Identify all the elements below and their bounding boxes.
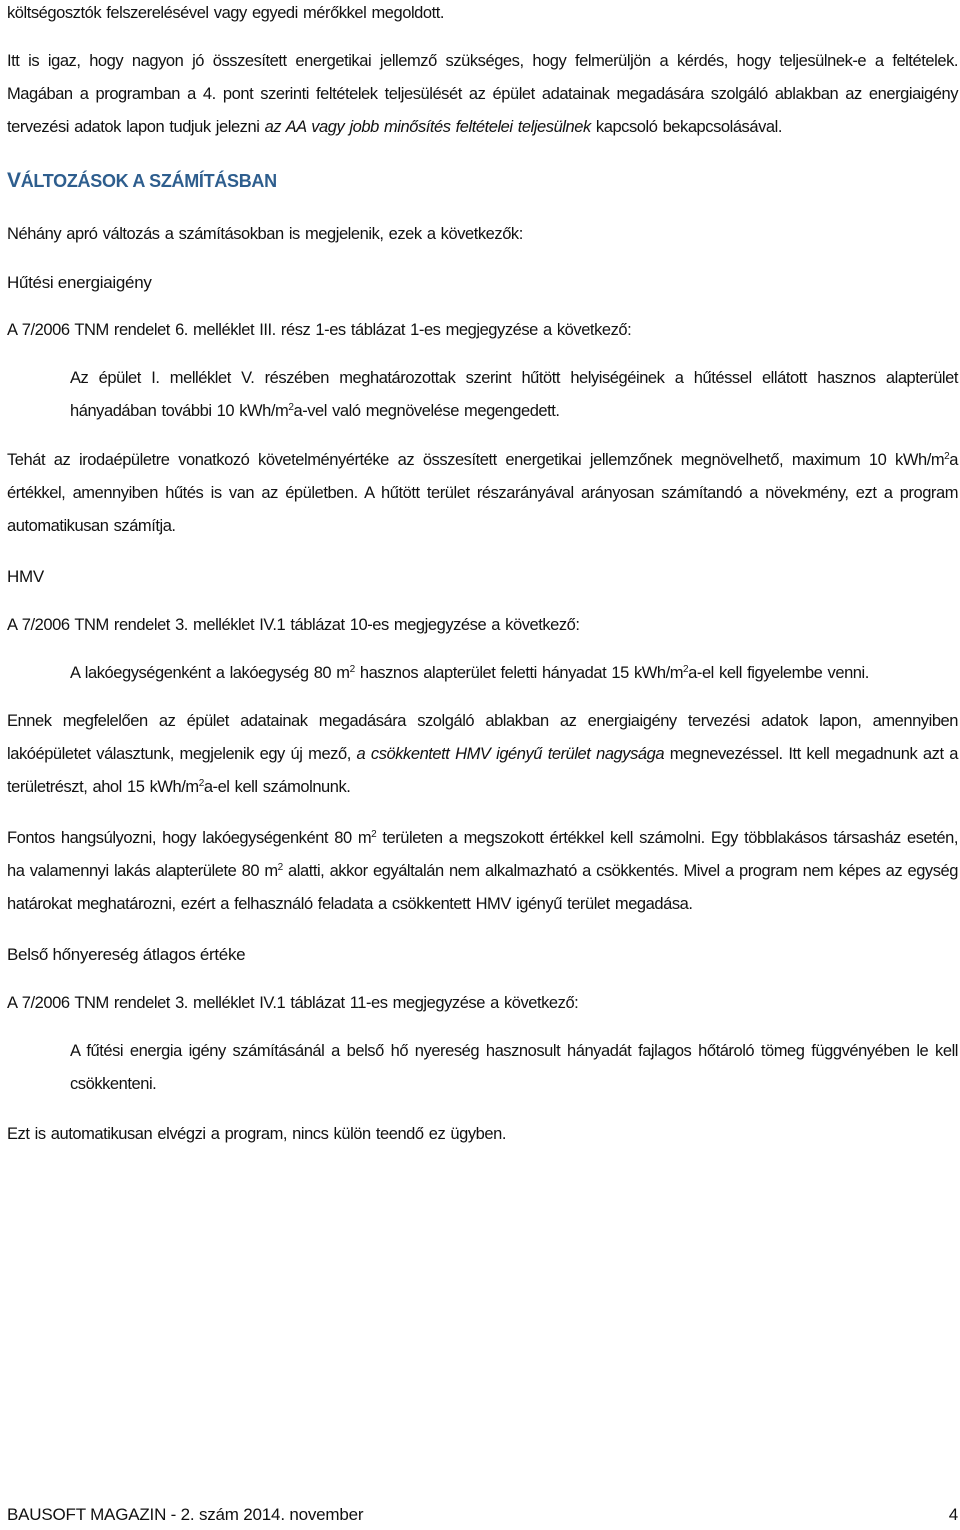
subheading-hmv: HMV <box>7 567 44 586</box>
hmv-quote: A lakóegységenként a lakóegység 80 $m^2$ hasznos alapterület feletti hányadat 15 kWh/$m^2a-el$ kell figyelembe venni. <box>70 664 869 682</box>
page-footer <box>7 1500 958 1530</box>
italic-switch-name: az AA vagy jobb minősítés feltételei teljesülnek <box>264 118 591 136</box>
gain-reference: A 7/2006 TNM rendelet 3. melléklet IV.1 táblázat 11-es megjegyzése a következő: <box>7 994 579 1012</box>
cooling-explanation: Tehát az irodaépületre vonatkozó követelményértéke az összesített energetikai jellemzőnek megnövelhető, maximum 10 kWh/$m^2a$ értékkel, amennyiben hűtés is van az épületben. A hűtött terület részarányával arányosan számítandó a növekmény, ezt a program automatikusan számítja. <box>7 451 958 535</box>
cooling-reference: A 7/2006 TNM rendelet 6. melléklet III. rész 1-es táblázat 1-es megjegyzése a következő: <box>7 321 632 339</box>
gain-closing: Ezt is automatikusan elvégzi a program, nincs külön teendő ez ügyben. <box>7 1125 506 1143</box>
hmv-reference: A 7/2006 TNM rendelet 3. melléklet IV.1 táblázat 10-es megjegyzése a következő: <box>7 616 580 634</box>
subheading-cooling: Hűtési energiaigény <box>7 273 152 292</box>
page-number: 4 <box>948 1505 958 1524</box>
paragraph-continuation: költségosztók felszerelésével vagy egyedi mérőkkel megoldott. <box>7 4 445 22</box>
footer-magazine: BAUSOFT MAGAZIN - 2. szám 2014. november <box>7 1505 364 1524</box>
paragraph-aa-rating: Itt is igaz, hogy nagyon jó összesített energetikai jellemző szükséges, hogy felmerüljön a kérdés, hogy teljesülnek-e a feltételek. Magában a programban a 4. pont szerinti feltételek teljesülését az épület adatainak megadására szolgáló ablakban az energiaigény tervezési adatok lapon tudjuk jelezni az AA vagy jobb minősítés feltételei teljesülnek kapcsoló bekapcsolásával. <box>7 52 958 136</box>
hmv-paragraph-note: Fontos hangsúlyozni, hogy lakóegységenként 80 $m^2$ területen a megszokott értékkel kell számolni. Egy többlakásos társasház esetén, ha valamennyi lakás alapterülete 80 $m^2$ alatti, akkor egyáltalán nem alkalmazható a csökkentés. Mivel a program nem képes az egység határokat meghatározni, ezért a felhasználó feladata a csökkentett HMV igényű terület megadása. <box>7 829 958 913</box>
section-heading: VÁLTOZÁSOK A SZÁMÍTÁSBAN <box>7 169 277 192</box>
intro-paragraph: Néhány apró változás a számításokban is megjelenik, ezek a következők: <box>7 225 523 243</box>
gain-quote: A fűtési energia igény számításánál a belső hő nyereség hasznosult hányadát fajlagos hőtároló tömeg függvényében le kell csökkenteni. <box>70 1042 958 1093</box>
subheading-internal-gain: Belső hőnyereség átlagos értéke <box>7 945 246 964</box>
hmv-paragraph-field: Ennek megfelelően az épület adatainak megadására szolgáló ablakban az energiaigény tervezési adatok lapon, amennyiben lakóépületet választunk, megjelenik egy új mező, a csökkentett HMV igényű terület nagysága megnevezéssel. Itt kell megadnunk azt a területrészt, ahol 15 kWh/$m^2a-el$ kell számolnunk. <box>7 712 959 796</box>
italic-field-name: a csökkentett HMV igényű terület nagysága <box>356 745 665 763</box>
cooling-quote: Az épület I. melléklet V. részében meghatározottak szerint hűtött helyiségéinek a hűtéssel ellátott hasznos alapterület hányadában további 10 kWh/$m^2a$-vel való megnövelése megengedett. <box>70 369 958 420</box>
